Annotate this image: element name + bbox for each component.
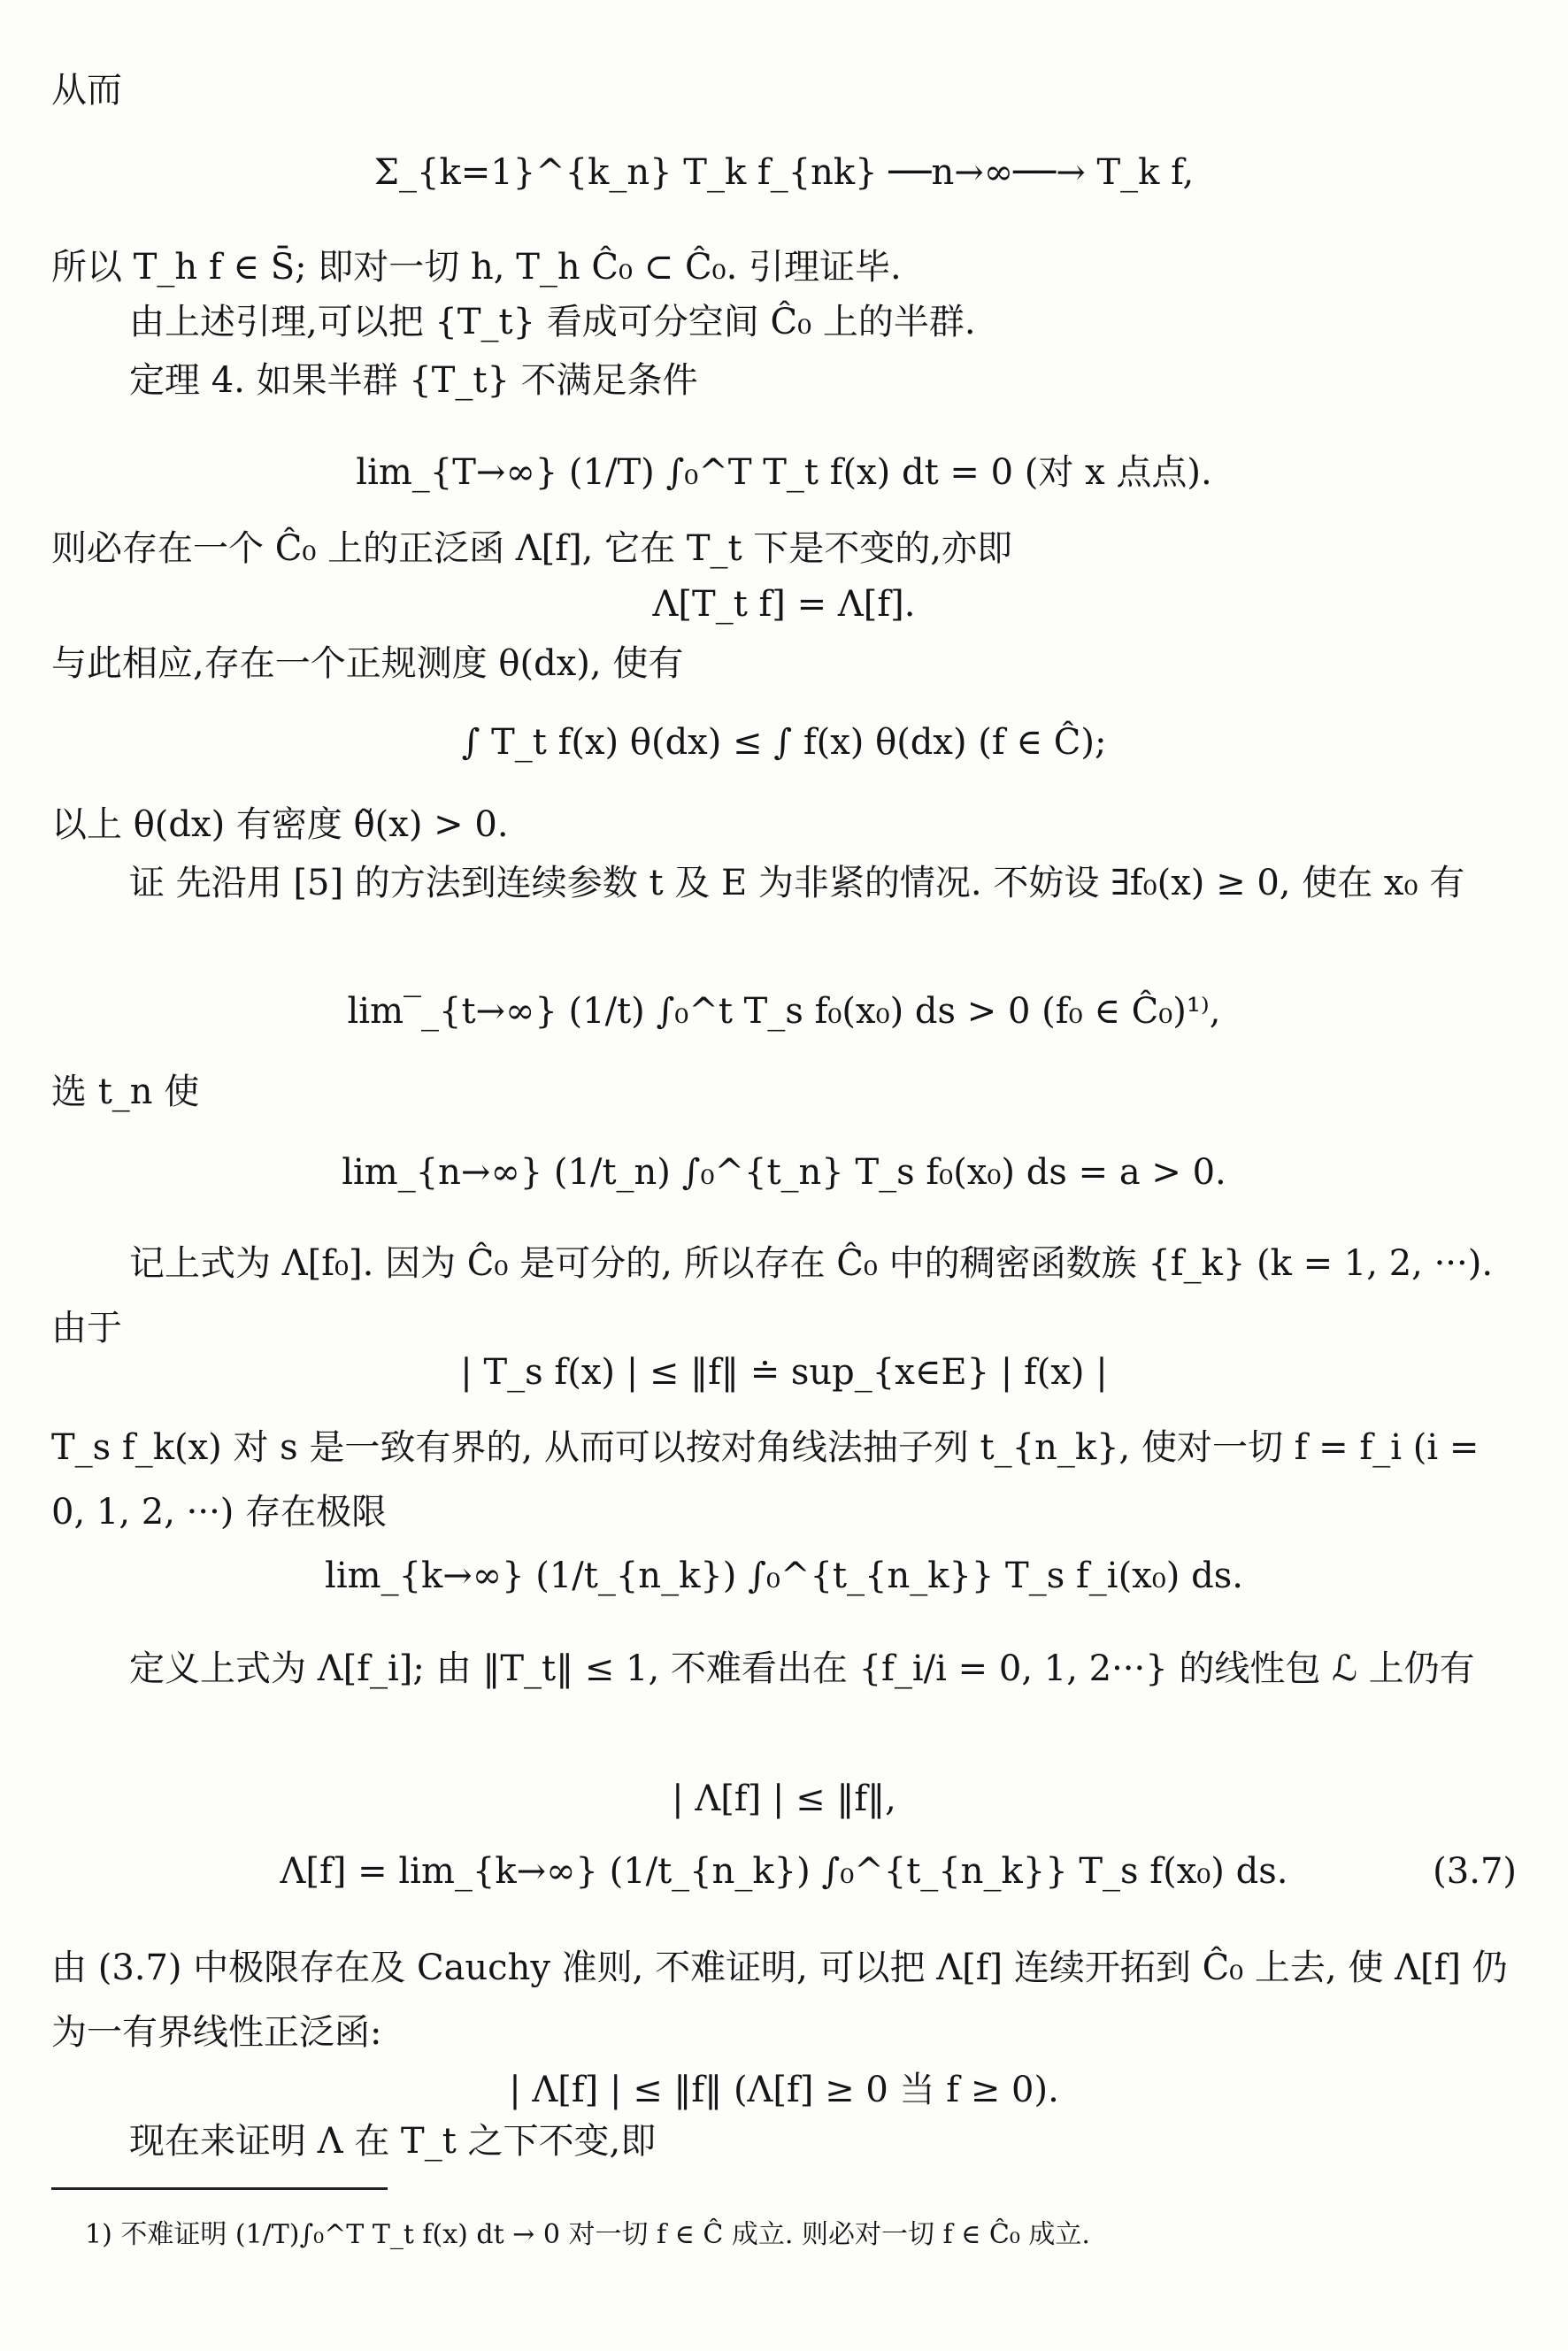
- text-line: 现在来证明 Λ 在 T_t 之下不变,即: [129, 2121, 657, 2162]
- equation: | T_s f(x) | ≤ ‖f‖ ≐ sup_{x∈E} | f(x) |: [460, 1352, 1108, 1393]
- equation: Λ[f] = lim_{k→∞} (1/t_{n_k}) ∫₀^{t_{n_k}} T_s f(x₀) ds.: [280, 1851, 1288, 1892]
- equation: lim_{n→∞} (1/t_n) ∫₀^{t_n} T_s f₀(x₀) ds = a > 0.: [342, 1152, 1226, 1193]
- equation: lim‾_{t→∞} (1/t) ∫₀^t T_s f₀(x₀) ds > 0 (f₀ ∈ Ĉ₀)¹⁾,: [347, 991, 1221, 1032]
- equation: lim_{k→∞} (1/t_{n_k}) ∫₀^{t_{n_k}} T_s f_i(x₀) ds.: [325, 1556, 1243, 1596]
- paragraph: 记上式为 Λ[f₀]. 因为 Ĉ₀ 是可分的, 所以存在 Ĉ₀ 中的稠密函数族 {f_k} (k = 1, 2, ···). 由于: [51, 1243, 1494, 1348]
- text-line: 所以 T_h f ∈ S̄; 即对一切 h, T_h Ĉ₀ ⊂ Ĉ₀. 引理证毕.: [51, 247, 902, 288]
- footnote-rule: [51, 2187, 388, 2190]
- theorem-heading: 定理 4. 如果半群 {T_t} 不满足条件: [129, 360, 698, 401]
- text-line: 以上 θ(dx) 有密度 θ̃(x) > 0.: [51, 804, 509, 845]
- text-line: 则必存在一个 Ĉ₀ 上的正泛函 Λ[f], 它在 T_t 下是不变的,亦即: [51, 528, 1013, 569]
- equation: | Λ[f] | ≤ ‖f‖ (Λ[f] ≥ 0 当 f ≥ 0).: [509, 2070, 1059, 2110]
- footnote: 1) 不难证明 (1/T)∫₀^T T_t f(x) dt → 0 对一切 f ∈ Ĉ 成立. 则必对一切 f ∈ Ĉ₀ 成立.: [85, 2219, 1090, 2250]
- text-line: 从而: [51, 70, 122, 111]
- text-line: 由上述引理,可以把 {T_t} 看成可分空间 Ĉ₀ 上的半群.: [129, 302, 976, 342]
- paragraph: 由 (3.7) 中极限存在及 Cauchy 准则, 不难证明, 可以把 Λ[f] 连续开拓到 Ĉ₀ 上去, 使 Λ[f] 仍为一有界线性正泛函:: [51, 1948, 1508, 2053]
- text-line: 选 t_n 使: [51, 1072, 200, 1112]
- paragraph: 定义上式为 Λ[f_i]; 由 ‖T_t‖ ≤ 1, 不难看出在 {f_i/i = 0, 1, 2···} 的线性包 ℒ 上仍有: [129, 1648, 1475, 1689]
- equation: | Λ[f] | ≤ ‖f‖,: [672, 1779, 896, 1819]
- text-line: 与此相应,存在一个正规测度 θ(dx), 使有: [51, 643, 684, 684]
- equation: ∫ T_t f(x) θ(dx) ≤ ∫ f(x) θ(dx) (f ∈ Ĉ);: [461, 722, 1107, 763]
- equation: lim_{T→∞} (1/T) ∫₀^T T_t f(x) dt = 0 (对 x 点点).: [356, 452, 1212, 493]
- proof-paragraph: 证 先沿用 [5] 的方法到连续参数 t 及 E 为非紧的情况. 不妨设 ∃f₀(x) ≥ 0, 使在 x₀ 有: [129, 863, 1465, 903]
- paragraph: T_s f_k(x) 对 s 是一致有界的, 从而可以按对角线法抽子列 t_{n_k}, 使对一切 f = f_i (i = 0, 1, 2, ···) 存在极限: [51, 1427, 1480, 1533]
- equation: Σ_{k=1}^{k_n} T_k f_{nk} ──n→∞──→ T_k f,: [373, 152, 1195, 193]
- equation: Λ[T_t f] = Λ[f].: [652, 584, 916, 625]
- equation-number: (3.7): [1433, 1851, 1517, 1892]
